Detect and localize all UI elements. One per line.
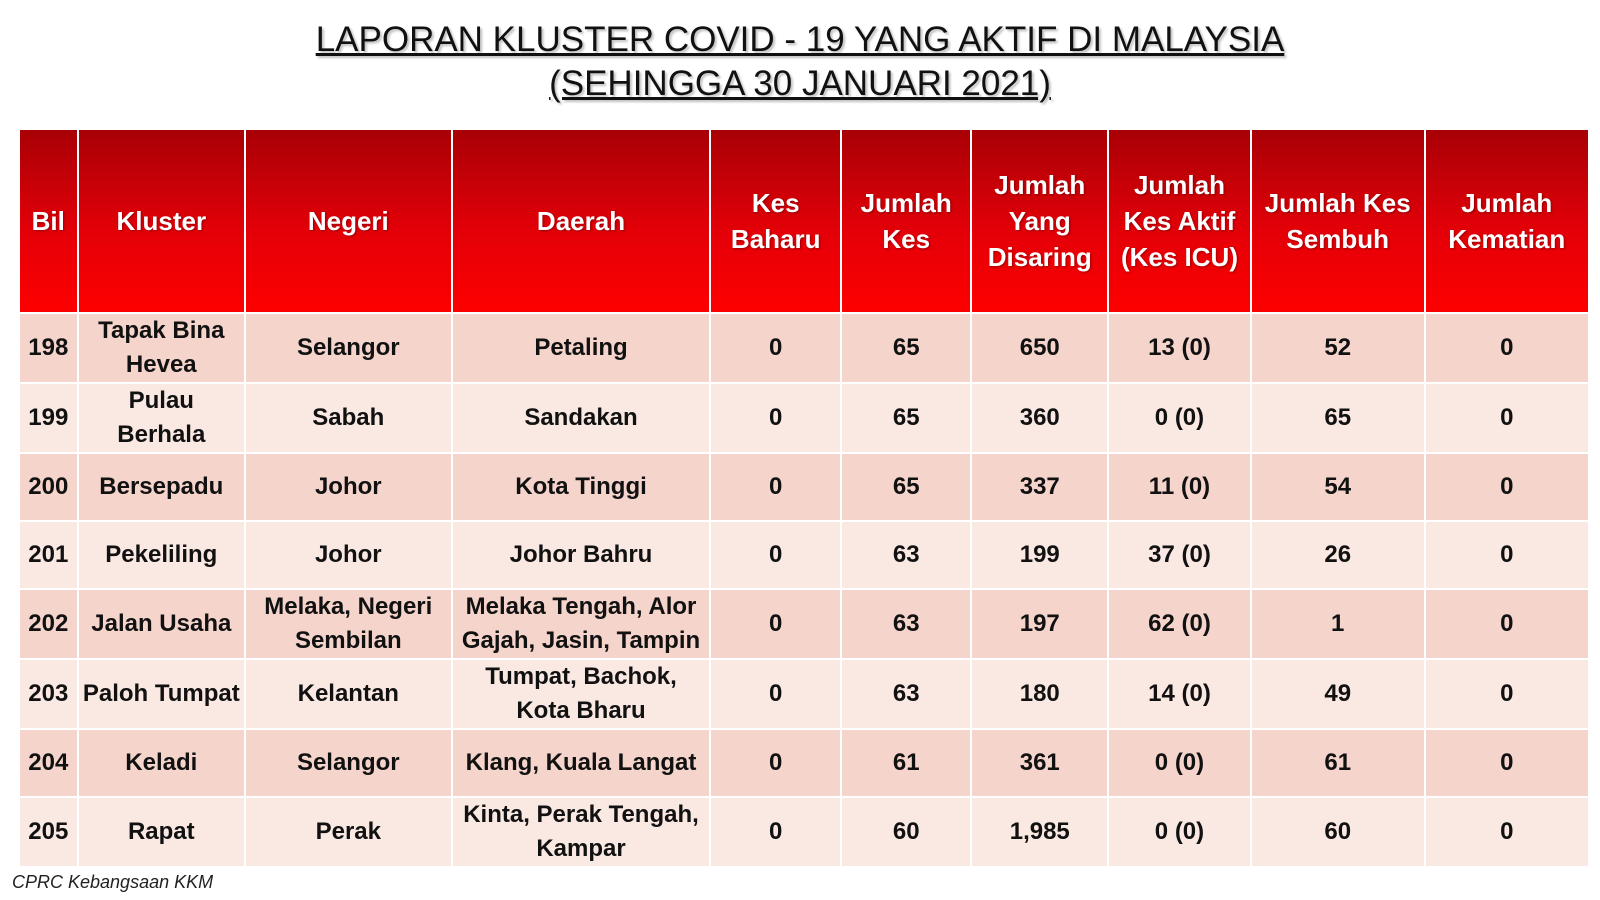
cell-kluster: Bersepadu [78, 453, 245, 521]
cell-jumlah-kes-aktif: 0 (0) [1108, 383, 1251, 453]
header-kluster: Kluster [78, 130, 245, 313]
cell-jumlah-kes-sembuh: 54 [1251, 453, 1425, 521]
cell-jumlah-kes-aktif: 0 (0) [1108, 729, 1251, 797]
title-line-2: (SEHINGGA 30 JANUARI 2021) [549, 64, 1051, 103]
cell-daerah: Kota Tinggi [452, 453, 711, 521]
cell-jumlah-kes-aktif: 62 (0) [1108, 589, 1251, 659]
cell-jumlah-kematian: 0 [1425, 659, 1589, 729]
cell-kluster: Keladi [78, 729, 245, 797]
cell-kluster: Pekeliling [78, 521, 245, 589]
cell-jumlah-disaring: 180 [971, 659, 1108, 729]
cell-daerah: Johor Bahru [452, 521, 711, 589]
cell-daerah: Klang, Kuala Langat [452, 729, 711, 797]
cell-jumlah-kes: 63 [841, 521, 971, 589]
cell-jumlah-kematian: 0 [1425, 729, 1589, 797]
cell-negeri: Perak [245, 797, 452, 867]
header-jumlah-disaring: Jumlah Yang Disaring [971, 130, 1108, 313]
cell-kes-baharu: 0 [710, 659, 840, 729]
cell-jumlah-disaring: 199 [971, 521, 1108, 589]
cell-daerah: Sandakan [452, 383, 711, 453]
cell-kluster: Paloh Tumpat [78, 659, 245, 729]
cell-bil: 205 [19, 797, 78, 867]
cell-daerah: Petaling [452, 313, 711, 383]
cell-negeri: Selangor [245, 729, 452, 797]
cell-jumlah-kematian: 0 [1425, 313, 1589, 383]
cell-jumlah-kes-sembuh: 60 [1251, 797, 1425, 867]
cell-negeri: Johor [245, 453, 452, 521]
cell-negeri: Johor [245, 521, 452, 589]
cluster-table [18, 130, 1590, 868]
cell-jumlah-kes-aktif: 0 (0) [1108, 797, 1251, 867]
cell-bil: 200 [19, 453, 78, 521]
cell-jumlah-kes: 63 [841, 659, 971, 729]
cell-kes-baharu: 0 [710, 589, 840, 659]
header-negeri: Negeri [245, 130, 452, 313]
cell-jumlah-kes: 65 [841, 313, 971, 383]
cell-jumlah-kes-sembuh: 52 [1251, 313, 1425, 383]
cell-bil: 201 [19, 521, 78, 589]
cell-negeri: Kelantan [245, 659, 452, 729]
cell-jumlah-disaring: 361 [971, 729, 1108, 797]
table-row [19, 659, 1589, 729]
page-title [0, 18, 1600, 106]
cell-daerah: Kinta, Perak Tengah, Kampar [452, 797, 711, 867]
cell-kluster: Jalan Usaha [78, 589, 245, 659]
header-kes-baharu: Kes Baharu [710, 130, 840, 313]
cell-jumlah-kes-aktif: 14 (0) [1108, 659, 1251, 729]
cell-negeri: Selangor [245, 313, 452, 383]
header-daerah: Daerah [452, 130, 711, 313]
header-jumlah-kes-sembuh: Jumlah Kes Sembuh [1251, 130, 1425, 313]
cell-jumlah-disaring: 360 [971, 383, 1108, 453]
cell-jumlah-kes-sembuh: 49 [1251, 659, 1425, 729]
header-jumlah-kes-aktif: Jumlah Kes Aktif (Kes ICU) [1108, 130, 1251, 313]
cell-jumlah-kematian: 0 [1425, 453, 1589, 521]
header-bil: Bil [19, 130, 78, 313]
cell-daerah: Melaka Tengah, Alor Gajah, Jasin, Tampin [452, 589, 711, 659]
cell-jumlah-kes: 65 [841, 383, 971, 453]
cell-kluster: Rapat [78, 797, 245, 867]
cell-jumlah-kes: 63 [841, 589, 971, 659]
table-header-row [19, 130, 1589, 313]
table-row [19, 797, 1589, 867]
cell-jumlah-kes-aktif: 11 (0) [1108, 453, 1251, 521]
cell-kes-baharu: 0 [710, 729, 840, 797]
cell-kes-baharu: 0 [710, 797, 840, 867]
cell-jumlah-disaring: 1,985 [971, 797, 1108, 867]
cell-jumlah-kematian: 0 [1425, 383, 1589, 453]
cell-bil: 202 [19, 589, 78, 659]
cell-jumlah-kes: 60 [841, 797, 971, 867]
cell-jumlah-kematian: 0 [1425, 797, 1589, 867]
table-row [19, 383, 1589, 453]
source-footer: CPRC Kebangsaan KKM [12, 872, 214, 892]
cell-kes-baharu: 0 [710, 383, 840, 453]
title-line-1: LAPORAN KLUSTER COVID - 19 YANG AKTIF DI MALAYSIA [315, 20, 1285, 59]
cell-jumlah-kes-aktif: 37 (0) [1108, 521, 1251, 589]
cell-kluster: Tapak Bina Hevea [78, 313, 245, 383]
cell-bil: 203 [19, 659, 78, 729]
cell-jumlah-kematian: 0 [1425, 521, 1589, 589]
table-row [19, 453, 1589, 521]
table-row [19, 521, 1589, 589]
cell-jumlah-kes: 65 [841, 453, 971, 521]
cell-jumlah-kes-aktif: 13 (0) [1108, 313, 1251, 383]
cell-jumlah-kes-sembuh: 61 [1251, 729, 1425, 797]
cell-jumlah-kes-sembuh: 26 [1251, 521, 1425, 589]
cell-jumlah-disaring: 650 [971, 313, 1108, 383]
cell-bil: 204 [19, 729, 78, 797]
cell-negeri: Sabah [245, 383, 452, 453]
table-row [19, 729, 1589, 797]
cell-jumlah-disaring: 197 [971, 589, 1108, 659]
table-row [19, 589, 1589, 659]
cell-bil: 199 [19, 383, 78, 453]
cell-daerah: Tumpat, Bachok, Kota Bharu [452, 659, 711, 729]
cell-jumlah-kes-sembuh: 65 [1251, 383, 1425, 453]
cell-jumlah-kes-sembuh: 1 [1251, 589, 1425, 659]
header-jumlah-kematian: Jumlah Kematian [1425, 130, 1589, 313]
table-row [19, 313, 1589, 383]
cell-jumlah-kematian: 0 [1425, 589, 1589, 659]
cell-kes-baharu: 0 [710, 313, 840, 383]
cell-jumlah-kes: 61 [841, 729, 971, 797]
cell-kes-baharu: 0 [710, 453, 840, 521]
cell-kluster: Pulau Berhala [78, 383, 245, 453]
cell-kes-baharu: 0 [710, 521, 840, 589]
cell-bil: 198 [19, 313, 78, 383]
header-jumlah-kes: Jumlah Kes [841, 130, 971, 313]
cell-negeri: Melaka, Negeri Sembilan [245, 589, 452, 659]
cell-jumlah-disaring: 337 [971, 453, 1108, 521]
